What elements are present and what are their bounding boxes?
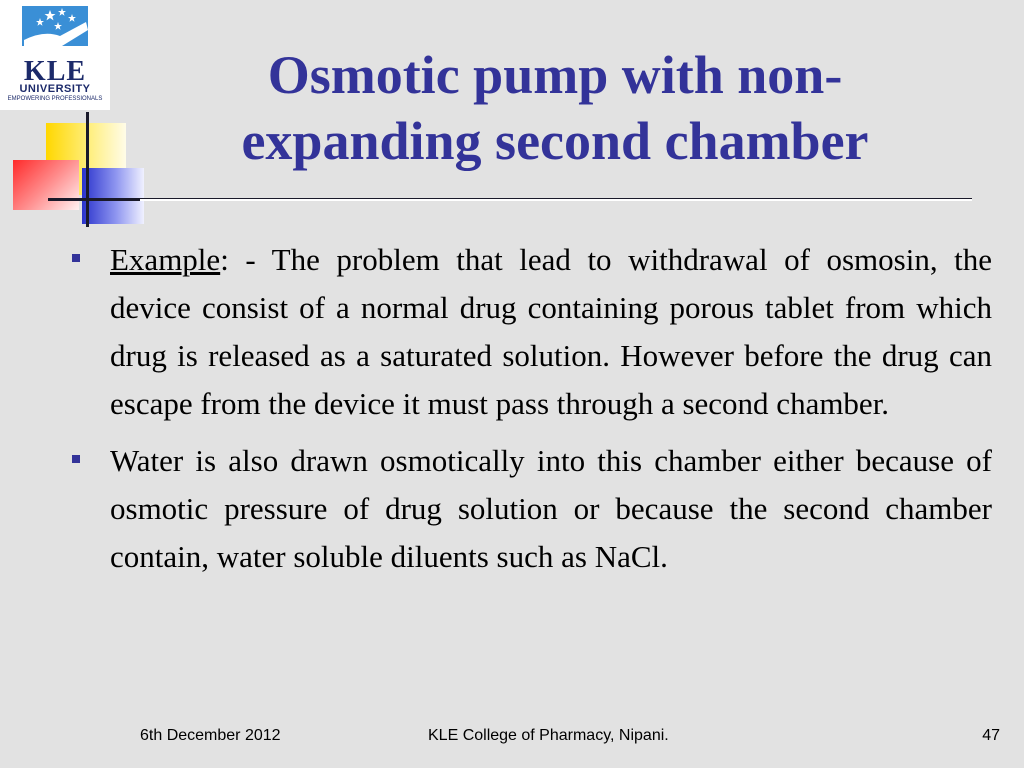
decor-blue-square [82, 168, 144, 224]
bullet-body: Water is also drawn osmotically into this chamber either because of osmotic pressure of drug solution or because the second chamber contain, water soluble diluents such as NaCl. [110, 443, 992, 574]
kle-logo [0, 0, 110, 110]
slide-title-line-2: expanding second chamber [241, 111, 869, 171]
bullet-lead: Example [110, 242, 221, 277]
slide-title [140, 42, 970, 174]
logo-tagline: EMPOWERING PROFESSIONALS [7, 96, 103, 102]
slide-title-line-1: Osmotic pump with non- [267, 45, 843, 105]
bullet-list [70, 236, 992, 581]
bullet-text [110, 236, 992, 428]
bullet-text [110, 437, 992, 581]
footer-institution: KLE College of Pharmacy, Nipani. [428, 727, 669, 744]
title-divider-highlight [140, 199, 972, 201]
logo-name: KLE [23, 56, 87, 87]
square-bullet-icon [72, 254, 80, 262]
square-bullet-icon [72, 455, 80, 463]
decor-vertical-line [86, 112, 89, 227]
hand-stars-icon [0, 0, 110, 60]
footer-date: 6th December 2012 [140, 727, 281, 744]
bullet-body: : - The problem that lead to withdrawal of osmosin, the device consist of a normal drug containing porous tablet from which drug is released as a saturated solution. However before the drug can escape from the device it must pass through a second chamber. [110, 242, 992, 421]
logo-subtitle: UNIVERSITY [19, 83, 91, 95]
bullet-item [70, 437, 992, 581]
decor-red-square [13, 160, 79, 210]
bullet-item [70, 236, 992, 428]
footer-page-number: 47 [982, 727, 1000, 744]
